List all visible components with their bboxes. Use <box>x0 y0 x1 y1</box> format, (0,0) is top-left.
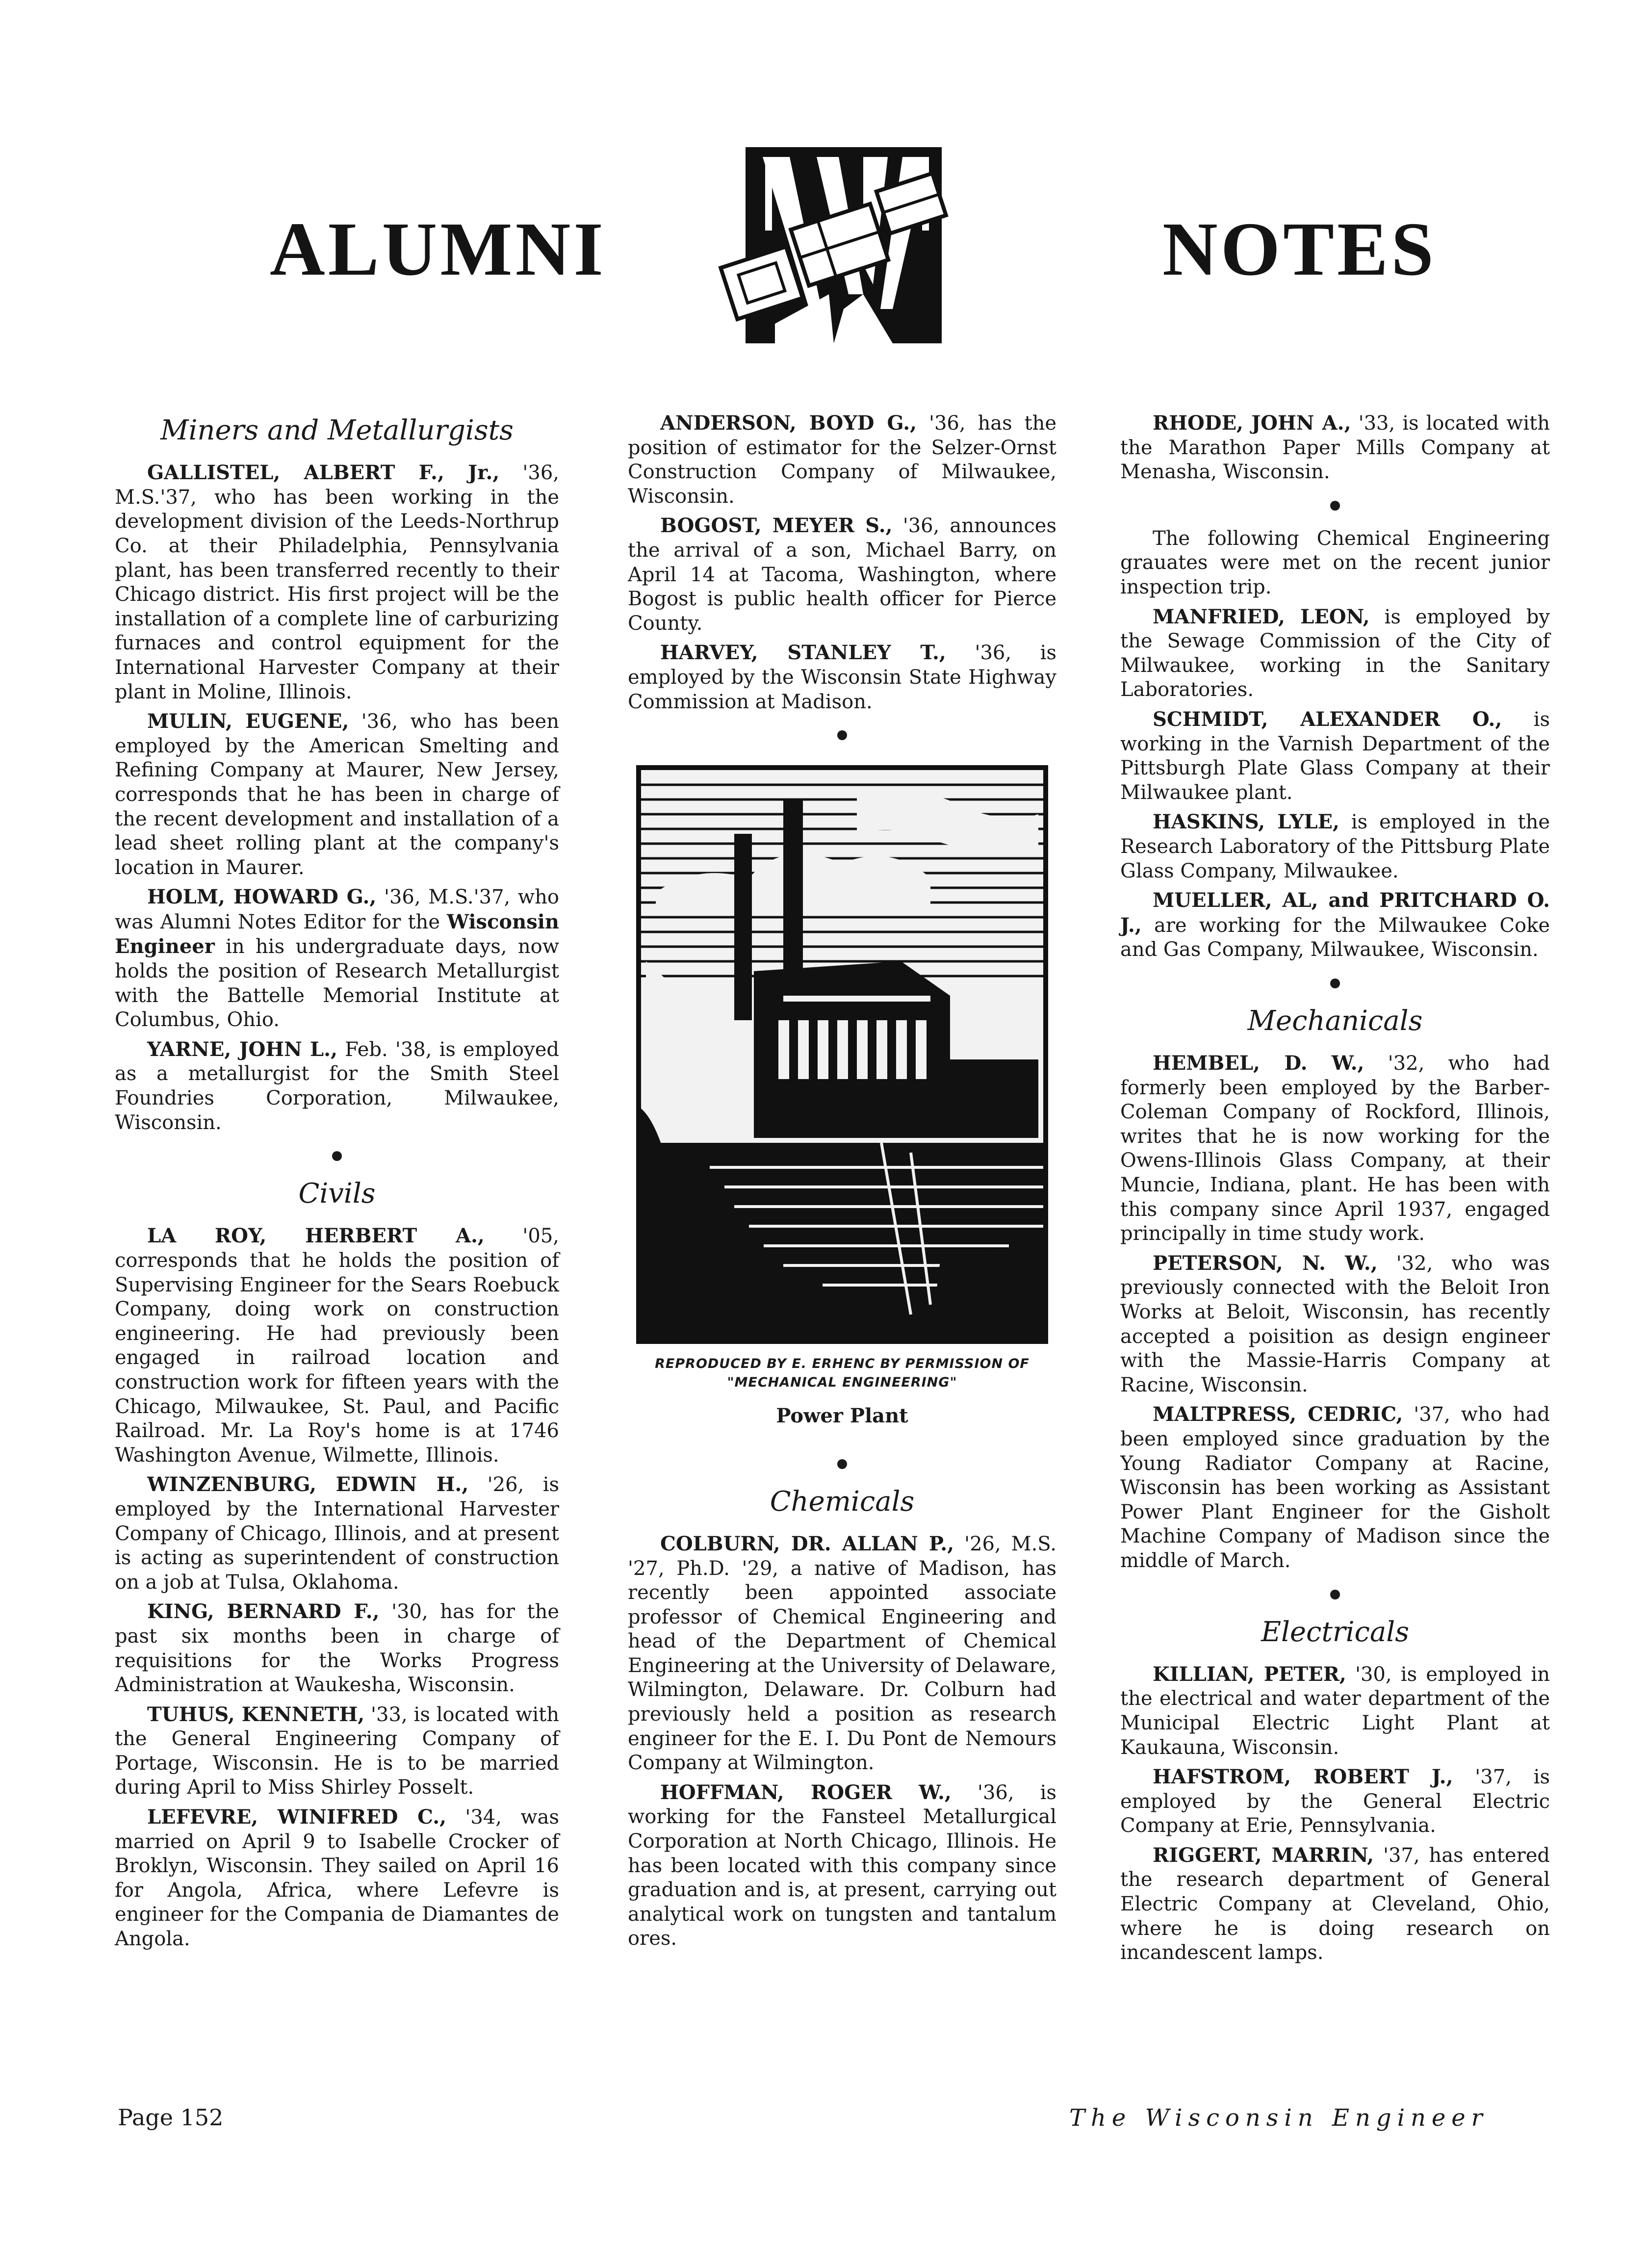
note-text: '30, has for the past six months been in charge of requisitions for the Works Progress Administration at Waukesha, Wisconsin. <box>115 1600 560 1697</box>
note-entry <box>115 1805 559 1952</box>
column-right <box>1120 411 1550 1970</box>
page-heading-notes: NOTES <box>1162 206 1437 291</box>
alumnus-name: RIGGERT, MARRIN, <box>1153 1843 1374 1867</box>
note-text: '05, corresponds that he holds the position of Supervising Engineer for the Sears Roebuck Company, doing work on construction engineering. He had previously been engaged in railroad location and construction work for fifteen years with the Chicago, Milwaukee, St. Paul, and Pacific Railroad. Mr. La Roy's home is at 1746 Washington Avenue, Wilmette, Illinois. <box>115 1225 559 1467</box>
section-divider-dot <box>1120 972 1550 992</box>
note-entry <box>1120 810 1550 883</box>
note-text: '33, is located with the Marathon Paper Mills Company at Menasha, Wisconsin. <box>1120 412 1550 484</box>
section-title-civils: Civils <box>298 1178 376 1210</box>
note-text: '37, who had been employed since graduation by the Young Radiator Company at Racine, Wisconsin has been working as Assistant Power Plant Engineer for the Gisholt Machine Company of Madison since the middle of March. <box>1120 1403 1550 1572</box>
note-entry <box>115 1472 559 1595</box>
note-text: '37, has entered the research department of General Electric Company at Cleveland, Ohio, where he is doing research on incandescent lamps. <box>1120 1844 1550 1964</box>
note-text: '26, is employed by the International Harvester Company of Chicago, Illinois, and at present is acting as superintendent of construction on a job at Tulsa, Oklahoma. <box>115 1473 560 1594</box>
note-text: are working for the Milwaukee Coke and Gas Company, Milwaukee, Wisconsin. <box>1120 914 1550 961</box>
note-text: '34, was married on April 9 to Isabelle Crocker of Broklyn, Wisconsin. They sailed on April 16 for Angola, Africa, where Lefevre is engineer for the Compania de Diamantes de Angola. <box>115 1806 559 1951</box>
credit-line-1: REPRODUCED BY E. ERHENC BY PERMISSION OF <box>655 1356 1030 1372</box>
note-entry <box>1120 888 1550 962</box>
note-entry <box>628 411 1056 509</box>
note-entry <box>628 1780 1056 1951</box>
section-divider-dot <box>628 1453 1056 1472</box>
page-heading-alumni: ALUMNI <box>270 206 606 291</box>
section-title-mechanicals: Mechanicals <box>1247 1005 1423 1037</box>
note-entry <box>115 1599 559 1697</box>
alumnus-name: HOFFMAN, ROGER W., <box>660 1780 952 1804</box>
note-text: '32, who had formerly been employed by the Barber-Coleman Company of Rockford, Illinois, writes that he is now working for the Owens-Illinois Glass Company, at their Muncie, Indiana, plant. He has been with this company since April 1937, engaged principally in time study work. <box>1120 1052 1550 1245</box>
note-text: '36, who has been employed by the American Smelting and Refining Company at Maurer, New Jersey, corresponds that he has been in charge of the recent development and installation of a lead sheet rolling plant at the company's location in Maurer. <box>115 710 559 879</box>
note-text: is working in the Varnish Department of the Pittsburgh Plate Glass Company at their Milwaukee plant. <box>1120 708 1550 804</box>
note-text: '36, M.S.'37, who was Alumni Notes Editor for the <box>115 886 559 933</box>
alumnus-name: TUHUS, KENNETH, <box>147 1702 365 1726</box>
note-text: '36, is working for the Fansteel Metallurgical Corporation at North Chicago, Illinois. He has been located with this company since graduation and is, at present, carrying out analytical work on tungsten and tantalum ores. <box>628 1781 1056 1950</box>
chem-intro-paragraph: The following Chemical Engineering grauates were met on the recent junior inspection trip. <box>1120 527 1550 598</box>
note-text: is employed in the Research Laboratory of the Pittsburg Plate Glass Company, Milwaukee. <box>1120 811 1550 882</box>
alumnus-name: HASKINS, LYLE, <box>1153 810 1339 834</box>
note-entry <box>115 461 559 704</box>
note-entry <box>1120 1051 1550 1246</box>
section-divider-dot <box>1120 494 1550 514</box>
note-text: '36, has the position of estimator for the Selzer-Ornst Construction Company of Milwaukee, Wisconsin. <box>628 412 1056 508</box>
alumnus-name: MUELLER, AL, and PRITCHARD O. J., <box>1120 889 1550 937</box>
note-entry <box>628 1532 1056 1776</box>
note-entry <box>1120 605 1550 702</box>
illustration-credit <box>628 1355 1056 1392</box>
section-title-electricals: Electricals <box>1261 1616 1409 1648</box>
section-title-chemicals: Chemicals <box>770 1485 915 1518</box>
note-entry <box>115 885 559 1032</box>
alumnus-name: HARVEY, STANLEY T., <box>660 641 946 665</box>
column-left <box>115 411 559 1957</box>
page-number: Page 152 <box>118 2104 224 2131</box>
note-text: is employed by the Sewage Commission of the City of Milwaukee, working in the Sanitary Laboratories. <box>1120 605 1550 701</box>
note-entry <box>1120 707 1550 805</box>
alumnus-name: GALLISTEL, ALBERT F., Jr., <box>147 461 500 485</box>
section-title-miners: Miners and Metallurgists <box>160 414 514 446</box>
note-text: '36, is employed by the Wisconsin State Highway Commission at Madison. <box>628 642 1056 713</box>
alumnus-name: PETERSON, N. W., <box>1153 1251 1378 1275</box>
note-entry <box>628 514 1056 636</box>
alumnus-name: HEMBEL, D. W., <box>1153 1052 1365 1075</box>
note-entry <box>1120 1662 1550 1760</box>
alumnus-name: BOGOST, MEYER S., <box>660 514 893 538</box>
section-divider-dot <box>1120 1583 1550 1603</box>
alumnus-name: KILLIAN, PETER, <box>1153 1662 1346 1686</box>
note-entry <box>1120 411 1550 485</box>
note-text: in his undergraduate days, now holds the position of Research Metallurgist with the Battelle Memorial Institute at Columbus, Ohio. <box>115 935 559 1031</box>
alumnus-name: LA ROY, HERBERT A., <box>147 1224 485 1248</box>
alumnus-name: YARNE, JOHN L., <box>147 1037 338 1061</box>
illustration-caption: Power Plant <box>776 1404 908 1428</box>
note-text: '26, M.S. '27, Ph.D. '29, a native of Madison, has recently been appointed associate professor of Chemical Engineering and head of the Department of Chemical Engineering at the University of Delaware, Wilmington, Delaware. Dr. Colburn had previously held a position as research engineer for the E. I. Du Pont de Nemours Company at Wilmington. <box>628 1532 1056 1775</box>
alumnus-name: ANDERSON, BOYD G., <box>660 412 917 435</box>
note-text: '33, is located with the General Engineering Company of Portage, Wisconsin. He is to be married during April to Miss Shirley Posselt. <box>115 1703 559 1799</box>
section-divider-dot <box>115 1145 559 1164</box>
alumnus-name: RHODE, JOHN A., <box>1153 412 1351 435</box>
note-text: '30, is employed in the electrical and water department of the Municipal Electric Light Plant at Kaukauna, Wisconsin. <box>1120 1663 1550 1759</box>
alumnus-name: MANFRIED, LEON, <box>1153 605 1370 628</box>
wisconsin-w-emblem <box>716 147 952 343</box>
note-text: '36, announces the arrival of a son, Michael Barry, on April 14 at Tacoma, Washington, where Bogost is public health officer for Pierce County. <box>628 515 1056 635</box>
alumnus-name: MALTPRESS, CEDRIC, <box>1153 1403 1403 1426</box>
alumnus-name: WINZENBURG, EDWIN H., <box>147 1473 469 1496</box>
note-text: '32, who was previously connected with the Beloit Iron Works at Beloit, Wisconsin, has recently accepted a poisition as design engineer with the Massie-Harris Company at Racine, Wisconsin. <box>1120 1252 1550 1396</box>
alumnus-name: SCHMIDT, ALEXANDER O., <box>1153 707 1502 731</box>
note-entry <box>1120 1843 1550 1965</box>
credit-line-2: "MECHANICAL ENGINEERING" <box>727 1375 957 1391</box>
alumnus-name: KING, BERNARD F., <box>147 1600 380 1624</box>
note-entry <box>115 1702 559 1800</box>
publication-name: Wisconsin Engineer <box>115 910 559 958</box>
note-entry <box>628 641 1056 714</box>
note-entry <box>1120 1251 1550 1398</box>
note-entry <box>1120 1765 1550 1838</box>
note-entry <box>115 1224 559 1468</box>
note-text: '37, is employed by the General Electric Company at Erie, Pennsylvania. <box>1120 1766 1550 1837</box>
note-entry <box>1120 1402 1550 1573</box>
note-text: Feb. '38, is employed as a metallurgist for the Smith Steel Foundries Corporation, Milwaukee, Wisconsin. <box>115 1038 559 1134</box>
section-divider-dot <box>628 724 1056 744</box>
note-entry <box>115 1037 559 1135</box>
alumnus-name: MULIN, EUGENE, <box>147 710 349 733</box>
alumnus-name: HAFSTROM, ROBERT J., <box>1153 1765 1453 1789</box>
running-title: The Wisconsin Engineer <box>1069 2104 1489 2132</box>
alumnus-name: HOLM, HOWARD G., <box>147 885 377 909</box>
column-middle <box>628 411 1056 1956</box>
alumnus-name: COLBURN, DR. ALLAN P., <box>660 1532 954 1555</box>
alumnus-name: LEFEVRE, WINIFRED C., <box>147 1805 447 1829</box>
note-text: '36, M.S.'37, who has been working in the development division of the Leeds-Northrup Co. at their Philadelphia, Pennsylvania plant, has been transferred recently to their Chicago district. His first project will be the installation of a complete line of carburizing furnaces and control equipment for the International Harvester Company at their plant in Moline, Illinois. <box>115 462 559 703</box>
power-plant-woodcut-illustration <box>636 765 1048 1344</box>
note-entry <box>115 709 559 880</box>
